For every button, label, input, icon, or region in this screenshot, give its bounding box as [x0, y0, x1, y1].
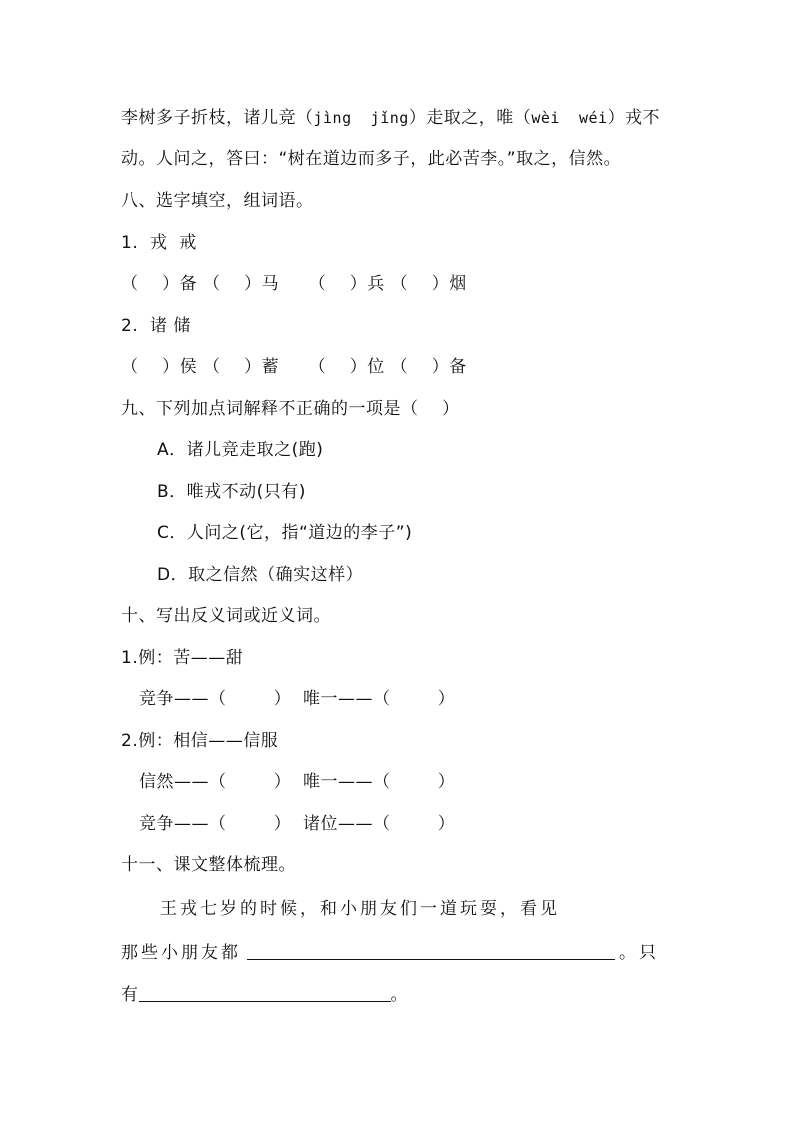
option-a[interactable]: A．诸儿竞走取之(跑)	[157, 440, 324, 460]
section-10-example-2: 2.例：相信——信服	[121, 731, 279, 751]
section-8-q2-blanks[interactable]: （ ）侯 （ ）蓄 （ ）位 （ ）备	[121, 357, 467, 377]
section-9-title: 九、下列加点词解释不正确的一项是（ ）	[121, 399, 460, 419]
fill-in-blank-1[interactable]	[247, 939, 615, 960]
passage-text: 李树多子折枝，诸儿竞（	[121, 108, 314, 128]
section-8-title: 八、选字填空，组词语。	[121, 191, 314, 211]
section-10-example-1: 1.例：苦——甜	[121, 648, 244, 668]
pinyin-choice-jing: jìng jǐng	[313, 109, 409, 127]
passage-text: ）戎不	[607, 108, 661, 128]
section-10-row-3[interactable]: 竞争——（ ） 诸位——（ ）	[139, 814, 456, 834]
section-8-q2-chars: 2. 诸 储	[121, 316, 191, 336]
fill-in-blank-2[interactable]	[139, 981, 391, 1002]
section-10-row-2[interactable]: 信然——（ ） 唯一——（ ）	[139, 772, 456, 792]
summary-text: 。只	[619, 943, 659, 963]
section-8-q1-blanks[interactable]: （ ）备 （ ）马 （ ）兵 （ ）烟	[121, 274, 467, 294]
passage-text: ）走取之，唯（	[408, 108, 532, 128]
section-10-row-1[interactable]: 竞争——（ ） 唯一——（ ）	[139, 689, 456, 709]
summary-line-1: 王戎七岁的时候，和小朋友们一道玩耍，看见	[160, 899, 560, 919]
section-8-q1-chars: 1. 戎 戒	[121, 233, 197, 253]
option-c[interactable]: C．人问之(它，指“道边的李子”)	[157, 523, 413, 543]
summary-text: 那些小朋友都	[121, 943, 241, 963]
pinyin-choice-wei: wèi wéi	[531, 109, 608, 127]
passage-line-1	[121, 107, 660, 129]
summary-text: 有	[121, 985, 139, 1005]
passage-line-2: 动。人问之，答曰：“树在道边而多子，此必苦李。”取之，信然。	[121, 149, 622, 169]
option-d[interactable]: D．取之信然（确实这样）	[157, 565, 364, 585]
section-11-title: 十一、课文整体梳理。	[121, 855, 296, 875]
option-b[interactable]: B．唯戎不动(只有)	[157, 482, 306, 502]
summary-line-2	[121, 939, 659, 964]
summary-line-3	[121, 981, 408, 1006]
summary-text: 。	[390, 985, 408, 1005]
section-10-title: 十、写出反义词或近义词。	[121, 606, 331, 626]
